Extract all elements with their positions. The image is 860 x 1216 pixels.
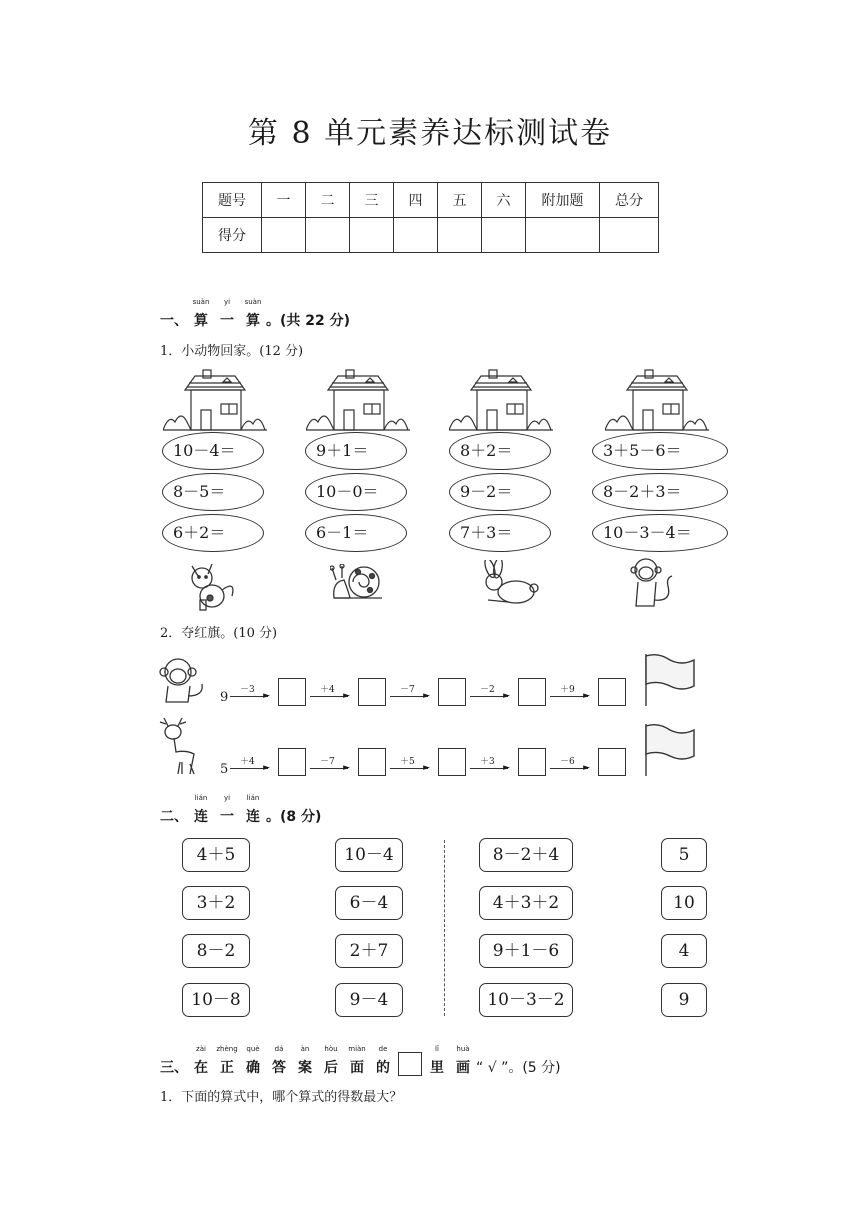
house-icon [163,366,268,434]
score-table-score-row [203,218,659,253]
answer-box[interactable] [518,748,546,776]
arrow-op: ＋4 ► [230,762,270,776]
header-cell: 附加题 [526,183,600,218]
house-icon [449,366,554,434]
equation-oval[interactable]: 8＋2＝ [449,432,551,470]
equation-oval[interactable]: 9＋1＝ [305,432,407,470]
flag-icon [640,650,700,708]
score-cell[interactable] [600,218,659,253]
equation-oval[interactable]: 10－3－4＝ [592,514,728,552]
match-box[interactable]: 9－4 [335,983,403,1017]
header-cell: 一 [262,183,306,218]
answer-box[interactable] [598,678,626,706]
snail-icon [330,564,386,604]
answer-box[interactable] [358,748,386,776]
divider-line [444,840,445,1016]
header-cell: 总分 [600,183,659,218]
match-box[interactable]: 8－2＋4 [479,838,573,872]
equation-oval[interactable]: 9－2＝ [449,473,551,511]
match-box[interactable]: 9＋1－6 [479,934,573,968]
house-icon [605,366,710,434]
header-cell: 二 [306,183,350,218]
score-cell[interactable] [482,218,526,253]
arrow-op: －7 ► [310,762,350,776]
match-box[interactable]: 3＋2 [182,886,250,920]
answer-box[interactable] [518,678,546,706]
section2-heading: 二、 lián 连 yi 一 lián 连 。(8 分) [160,794,322,825]
score-table-header-row [203,183,659,218]
arrow-op: －7 ► [390,690,430,704]
header-cell: 四 [394,183,438,218]
header-cell: 五 [438,183,482,218]
flag-icon [640,720,700,778]
equation-oval[interactable]: 3＋5－6＝ [592,432,728,470]
monkey-icon [628,556,676,612]
match-box[interactable]: 5 [661,838,707,872]
match-box[interactable]: 9 [661,983,707,1017]
header-cell: 三 [350,183,394,218]
equation-oval[interactable]: 8－5＝ [162,473,264,511]
arrow-op: ＋4 ► [310,690,350,704]
score-cell[interactable] [306,218,350,253]
answer-box[interactable] [278,678,306,706]
header-cell: 六 [482,183,526,218]
house-icon [306,366,411,434]
match-box[interactable]: 10－8 [182,983,250,1017]
checkbox-square-icon [398,1052,422,1076]
question-1-2-label: 2．夺红旗。(10 分) [160,626,278,641]
match-box[interactable]: 4＋5 [182,838,250,872]
arrow-op: ＋9 ► [550,690,590,704]
score-cell[interactable] [438,218,482,253]
match-box[interactable]: 10－3－2 [479,983,573,1017]
match-box[interactable]: 2＋7 [335,934,403,968]
deer-icon [156,716,200,778]
answer-box[interactable] [438,748,466,776]
chain-start-number: 9 [220,690,229,705]
match-box[interactable]: 6－4 [335,886,403,920]
question-3-1-label: 1．下面的算式中，哪个算式的得数最大？ [160,1090,403,1105]
match-box[interactable]: 10 [661,886,707,920]
page-title: 第 8 单元素养达标测试卷 [247,116,613,151]
equation-oval[interactable]: 8－2＋3＝ [592,473,728,511]
score-table [202,182,659,253]
answer-box[interactable] [438,678,466,706]
match-box[interactable]: 10－4 [335,838,403,872]
equation-oval[interactable]: 6－1＝ [305,514,407,552]
section3-heading: 三、 zài 在 zhèng 正 què 确 dá 答 àn 案 hòu 后 miàn 面 de 的 lǐ 里 huà 画 “ √ ”。(5 分) [160,1045,561,1076]
answer-box[interactable] [358,678,386,706]
score-cell[interactable] [262,218,306,253]
equation-oval[interactable]: 10－4＝ [162,432,264,470]
score-cell[interactable] [394,218,438,253]
equation-oval[interactable]: 10－0＝ [305,473,407,511]
answer-box[interactable] [598,748,626,776]
header-cell: 题号 [203,183,262,218]
rabbit-icon [480,560,540,606]
score-cell[interactable] [526,218,600,253]
arrow-op: －3 ► [230,690,270,704]
equation-oval[interactable]: 7＋3＝ [449,514,551,552]
match-box[interactable]: 4 [661,934,707,968]
arrow-op: －6 ► [550,762,590,776]
arrow-op: ＋5 ► [390,762,430,776]
equation-oval[interactable]: 6＋2＝ [162,514,264,552]
match-box[interactable]: 4＋3＋2 [479,886,573,920]
arrow-op: ＋3 ► [470,762,510,776]
arrow-op: －2 ► [470,690,510,704]
monkey-icon [158,656,206,706]
score-cell[interactable] [350,218,394,253]
row-label: 得分 [203,218,262,253]
answer-box[interactable] [278,748,306,776]
cat-icon [186,560,240,612]
question-1-1-label: 1．小动物回家。(12 分) [160,344,304,359]
section1-heading: 一、 suàn 算 yi 一 suàn 算 。(共 22 分) [160,298,351,329]
chain-start-number: 5 [220,762,229,777]
match-box[interactable]: 8－2 [182,934,250,968]
